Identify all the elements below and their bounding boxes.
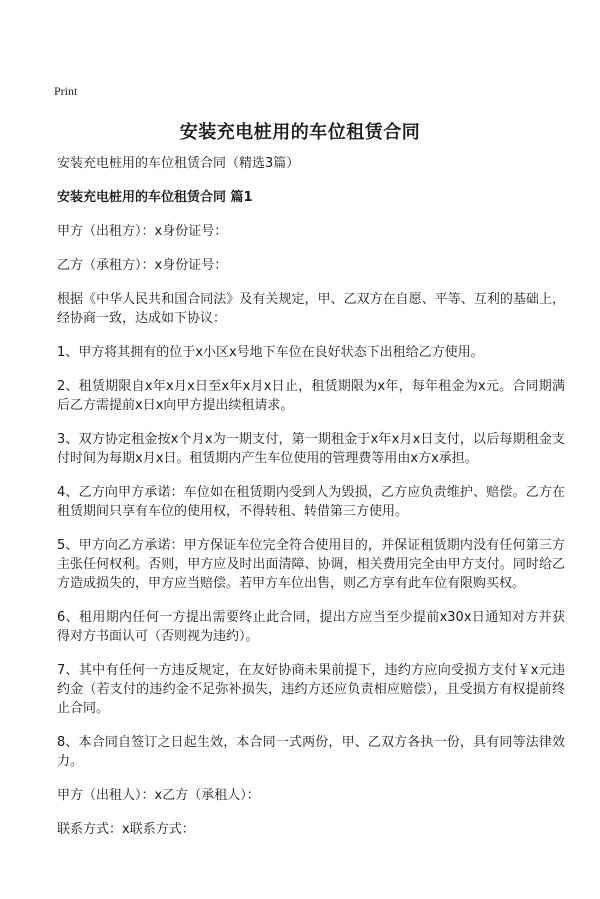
signature-line: 甲方（出租人）：x乙方（承租人）：	[57, 788, 260, 803]
document-body	[57, 154, 565, 854]
contact-line: 联系方式：x联系方式：	[57, 822, 195, 837]
print-link[interactable]: Print	[54, 84, 78, 98]
party-b-line: 乙方（承租方）：x身份证号：	[57, 258, 228, 273]
subtitle-paragraph: 安装充电桩用的车位租赁合同（精选3篇）	[57, 156, 300, 171]
clause-3: 3、双方协定租金按x个月x为一期支付，第一期租金于x年x月x日支付，以后每期租金支付时间为每期x月x日。租赁期内产生车位使用的管理费等用由x方x承担。	[57, 432, 565, 466]
clause-5: 5、甲方向乙方承诺：甲方保证车位完全符合使用目的，并保证租赁期内没有任何第三方主张任何权利。否则，甲方应及时出面清障、协调，相关费用完全由甲方支付。同时给乙方造成损失的，甲方应当赔偿。若甲方车位出售，则乙方享有此车位有限购买权。	[57, 538, 565, 591]
clause-1: 1、甲方将其拥有的位于x小区x号地下车位在良好状态下出租给乙方使用。	[57, 345, 484, 360]
section-heading: 安装充电桩用的车位租赁合同 篇1	[57, 190, 253, 205]
clause-4: 4、乙方向甲方承诺：车位如在租赁期内受到人为毁损，乙方应负责维护、赔偿。乙方在租赁期间只享有车位的使用权，不得转租、转借第三方使用。	[57, 485, 565, 519]
party-a-line: 甲方（出租方）：x身份证号：	[57, 224, 228, 239]
clause-7: 7、其中有任何一方违反规定，在友好协商未果前提下，违约方应向受损方支付￥x元违约金（若支付的违约金不足弥补损失，违约方还应负责相应赔偿），且受损方有权提前终止合同。	[57, 663, 565, 716]
clause-6: 6、租用期内任何一方提出需要终止此合同，提出方应当至少提前x30x日通知对方并获得对方书面认可（否则视为违约）。	[57, 610, 565, 644]
clause-8: 8、本合同自签订之日起生效，本合同一式两份，甲、乙双方各执一份，具有同等法律效力。	[57, 735, 565, 769]
preamble-paragraph: 根据《中华人民共和国合同法》及有关规定，甲、乙双方在自愿、平等、互利的基础上，经协商一致，达成如下协议：	[57, 292, 565, 326]
clause-2: 2、租赁期限自x年x月x日至x年x月x日止，租赁期限为x年，每年租金为x元。合同期满后乙方需提前x日x向甲方提出续租请求。	[57, 379, 565, 413]
document-title: 安装充电桩用的车位租赁合同	[179, 122, 421, 143]
